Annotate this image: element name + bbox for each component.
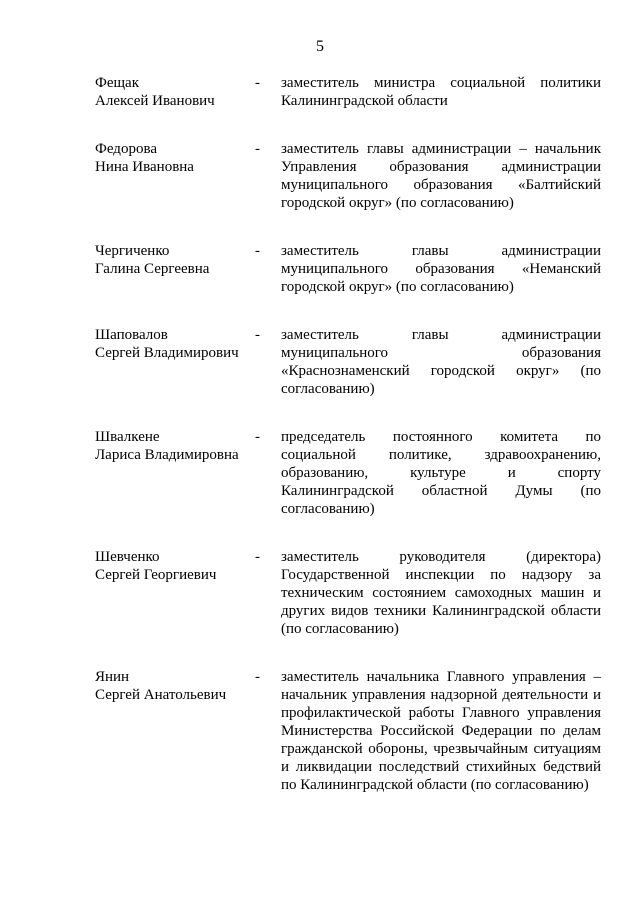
member-surname: Чергиченко <box>95 243 170 259</box>
member-surname: Янин <box>95 669 130 685</box>
member-surname: Фещак <box>95 75 140 91</box>
member-name <box>95 140 255 176</box>
member-given-name: Алексей Иванович <box>95 93 215 109</box>
member-name <box>95 326 255 362</box>
member-surname: Швалкене <box>95 429 160 445</box>
member-given-name: Сергей Георгиевич <box>95 567 217 583</box>
member-role: заместитель начальника Главного управления – начальник управления надзорной деятельности и профилактической работы Главного управления Министерства Российской Федерации по делам гражданской обороны, чрезвычайным ситуациям и ликвидации последствий стихийных бедствий по Калининградской области (по согласованию) <box>281 669 601 793</box>
member-role: председатель постоянного комитета по социальной политике, здравоохранению, образованию, культуре и спорту Калининградской областной Думы (по согласованию) <box>281 429 601 517</box>
separator-dash: - <box>255 243 260 259</box>
member-name <box>95 74 255 110</box>
member-surname: Шаповалов <box>95 327 168 343</box>
separator-dash: - <box>255 549 260 565</box>
member-entry <box>95 428 601 518</box>
member-entry <box>95 242 601 296</box>
member-name <box>95 242 255 278</box>
member-entry <box>95 668 601 794</box>
member-role: заместитель главы администрации – начальник Управления образования администрации муниципального образования «Балтийский городской округ» (по согласованию) <box>281 141 601 211</box>
member-surname: Федорова <box>95 141 157 157</box>
page-number: 5 <box>316 38 324 55</box>
member-entry <box>95 326 601 398</box>
member-entry <box>95 548 601 638</box>
member-role: заместитель главы администрации муниципального образования «Неманский городской округ» (по согласованию) <box>281 243 601 295</box>
member-role: заместитель министра социальной политики Калининградской области <box>281 75 601 109</box>
member-name <box>95 548 255 584</box>
member-role: заместитель руководителя (директора) Государственной инспекции по надзору за техническим состоянием самоходных машин и других видов техники Калининградской области (по согласованию) <box>281 549 601 637</box>
member-given-name: Галина Сергеевна <box>95 261 210 277</box>
separator-dash: - <box>255 429 260 445</box>
member-entry <box>95 140 601 212</box>
member-list <box>95 74 601 824</box>
member-entry <box>95 74 601 110</box>
member-surname: Шевченко <box>95 549 160 565</box>
member-role: заместитель главы администрации муниципального образования «Краснознаменский городской округ» (по согласованию) <box>281 327 601 397</box>
member-given-name: Лариса Владимировна <box>95 447 239 463</box>
member-given-name: Нина Ивановна <box>95 159 194 175</box>
separator-dash: - <box>255 327 260 343</box>
separator-dash: - <box>255 75 260 91</box>
separator-dash: - <box>255 669 260 685</box>
separator-dash: - <box>255 141 260 157</box>
member-given-name: Сергей Анатольевич <box>95 687 227 703</box>
member-name <box>95 668 255 704</box>
member-name <box>95 428 255 464</box>
member-given-name: Сергей Владимирович <box>95 345 239 361</box>
